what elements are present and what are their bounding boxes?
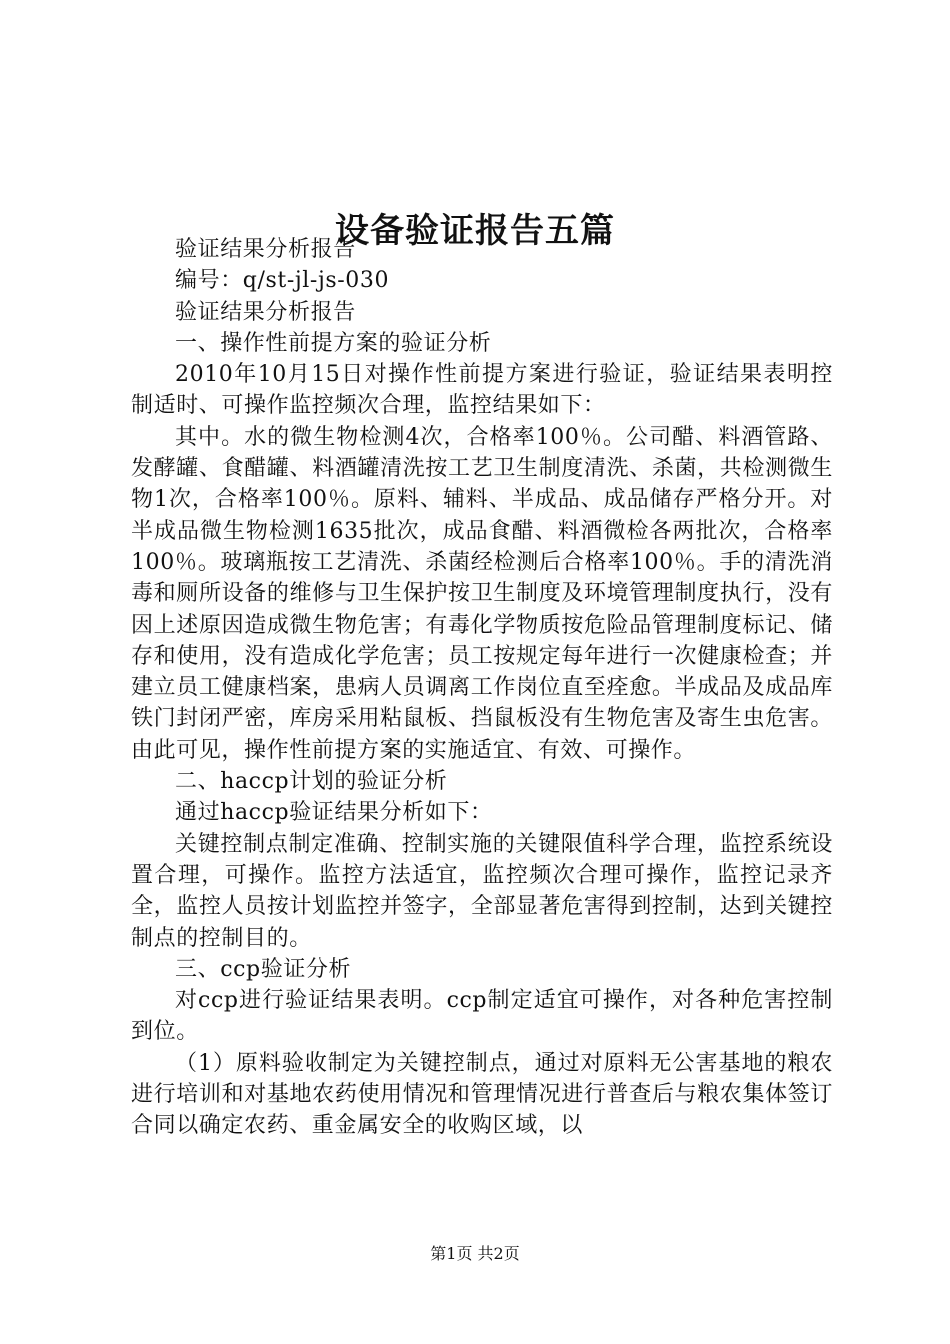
section-heading: 三、ccp验证分析 (175, 956, 352, 982)
paragraph: 验证结果分析报告 (175, 237, 356, 262)
paragraph: （1）原料验收制定为关键控制点，通过对原料无公害基地的粮农进行培训和对基地农药使用情况和管理情况进行普查后与粮农集体签订合同以确定农药、重金属安全的收购区域，以 (131, 1050, 833, 1139)
paragraph: 通过haccp验证结果分析如下： (175, 800, 493, 826)
paragraph: 2010年10月15日对操作性前提方案进行验证，验证结果表明控制适时、可操作监控频次合理，监控结果如下： (131, 362, 833, 419)
paragraph: 对ccp进行验证结果表明。ccp制定适宜可操作，对各种危害控制到位。 (131, 988, 833, 1045)
section-heading: 二、haccp计划的验证分析 (175, 769, 448, 795)
paragraph: 关键控制点制定准确、控制实施的关键限值科学合理，监控系统设置合理，可操作。监控方法适宜，监控频次合理可操作，监控记录齐全，监控人员按计划监控并签字，全部显著危害得到控制，达到关键控制点的控制目的。 (131, 831, 833, 951)
page-footer: 第1页 共2页 (430, 1244, 520, 1263)
paragraph: 其中。水的微生物检测4次，合格率100％。公司醋、料酒管路、发酵罐、食醋罐、料酒罐清洗按工艺卫生制度清洗、杀菌，共检测微生物1次，合格率100％。原料、辅料、半成品、成品储存严格分开。对半成品微生物检测1635批次，成品食醋、料酒微检各两批次，合格率100％。玻璃瓶按工艺清洗、杀菌经检测后合格率100％。手的清洗消毒和厕所设备的维修与卫生保护按卫生制度及环境管理制度执行，没有因上述原因造成微生物危害；有毒化学物质按危险品管理制度标记、储存和使用，没有造成化学危害；员工按规定每年进行一次健康检查；并建立员工健康档案，患病人员调离工作岗位直至痊愈。半成品及成品库铁门封闭严密，库房采用粘鼠板、挡鼠板没有生物危害及寄生虫危害。由此可见，操作性前提方案的实施适宜、有效、可操作。 (131, 424, 833, 763)
paragraph: 编号：q/st-jl-js-030 (175, 268, 390, 294)
paragraph: 验证结果分析报告 (175, 299, 356, 325)
document-title: 设备验证报告五篇 (335, 210, 615, 251)
document-body (131, 234, 833, 1142)
section-heading: 一、操作性前提方案的验证分析 (175, 330, 492, 356)
